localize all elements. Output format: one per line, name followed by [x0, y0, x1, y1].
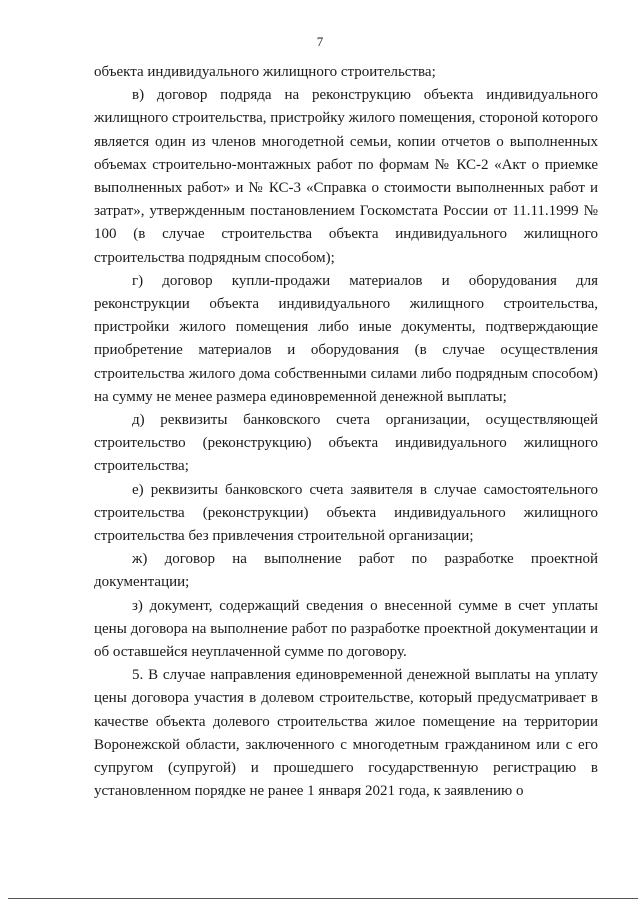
paragraph-continuation: объекта индивидуального жилищного строительства;: [94, 64, 436, 80]
paragraph-item-g: г) договор купли-продажи материалов и оборудования для реконструкции объекта индивидуального жилищного строительства, пристройки жилого помещения либо иные документы, подтверждающие приобретение материалов и оборудования (в случае осуществления строительства жилого дома собственными силами либо подрядным способом) на сумму не менее размера единовременной денежной выплаты;: [94, 272, 598, 405]
paragraph-item-v: в) договор подряда на реконструкцию объекта индивидуального жилищного строительства, пристройку жилого помещения, стороной которого является один из членов многодетной семьи, копии отчетов о выполненных объемах строительно-монтажных работ по формам № КС-2 «Акт о приемке выполненных работ» и № КС-3 «Справка о стоимости выполненных работ и затрат», утвержденным постановлением Госкомстата России от 11.11.1999 № 100 (в случае строительства объекта индивидуального жилищного строительства подрядным способом);: [94, 87, 598, 266]
page-bottom-divider: [8, 898, 638, 899]
paragraph-item-d: д) реквизиты банковского счета организации, осуществляющей строительство (реконструкцию) объекта индивидуального жилищного строительства;: [94, 412, 598, 475]
paragraph-item-z: з) документ, содержащий сведения о внесенной сумме в счет уплаты цены договора на выполнение работ по разработке проектной документации и об оставшейся неуплаченной сумме по договору.: [94, 597, 598, 661]
paragraph-item-e: е) реквизиты банковского счета заявителя в случае самостоятельного строительства (реконструкции) объекта индивидуального жилищного строительства без привлечения строительной организации;: [94, 481, 598, 545]
paragraph-section-5: 5. В случае направления единовременной денежной выплаты на уплату цены договора участия в долевом строительстве, который предусматривает в качестве объекта долевого строительства жилое помещение на территории Воронежской области, заключенного с многодетным гражданином или с его супругом (супругой) и прошедшего государственную регистрацию в установленном порядке не ранее 1 января 2021 года, к заявлению о: [94, 667, 598, 800]
paragraph-item-zh: ж) договор на выполнение работ по разработке проектной документации;: [94, 551, 598, 591]
document-body: [94, 61, 598, 804]
page-number: 7: [316, 34, 324, 49]
